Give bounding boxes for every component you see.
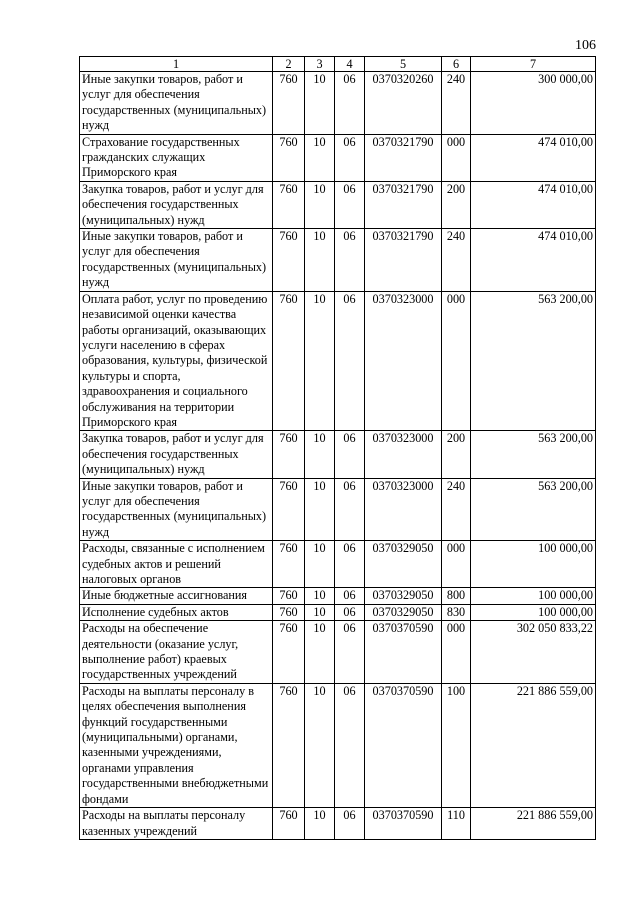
header-cell-4: 4: [335, 57, 365, 72]
expense-name-cell: Расходы на обеспечение деятельности (оказание услуг, выполнение работ) краевых государственных учреждений: [80, 621, 273, 684]
expense-name-cell: Иные закупки товаров, работ и услуг для обеспечения государственных (муниципальных) нужд: [80, 478, 273, 541]
section-code-cell: 10: [305, 588, 335, 604]
amount-cell: 221 886 559,00: [471, 683, 596, 807]
grbs-code-cell: 760: [273, 588, 305, 604]
expense-name-cell: Закупка товаров, работ и услуг для обеспечения государственных (муниципальных) нужд: [80, 431, 273, 478]
target-article-cell: 0370329050: [365, 604, 442, 620]
section-code-cell: 10: [305, 291, 335, 431]
target-article-cell: 0370329050: [365, 588, 442, 604]
amount-cell: 300 000,00: [471, 72, 596, 135]
amount-cell: 100 000,00: [471, 588, 596, 604]
target-article-cell: 0370323000: [365, 431, 442, 478]
subsection-code-cell: 06: [335, 604, 365, 620]
header-cell-6: 6: [442, 57, 471, 72]
expense-name-cell: Расходы, связанные с исполнением судебных актов и решений налоговых органов: [80, 541, 273, 588]
header-cell-1: 1: [80, 57, 273, 72]
grbs-code-cell: 760: [273, 72, 305, 135]
subsection-code-cell: 06: [335, 229, 365, 292]
subsection-code-cell: 06: [335, 621, 365, 684]
amount-cell: 474 010,00: [471, 229, 596, 292]
grbs-code-cell: 760: [273, 431, 305, 478]
subsection-code-cell: 06: [335, 588, 365, 604]
grbs-code-cell: 760: [273, 808, 305, 840]
table-row: [80, 181, 596, 228]
expense-kind-cell: 000: [442, 541, 471, 588]
subsection-code-cell: 06: [335, 181, 365, 228]
expense-name-cell: Закупка товаров, работ и услуг для обеспечения государственных (муниципальных) нужд: [80, 181, 273, 228]
target-article-cell: 0370321790: [365, 229, 442, 292]
target-article-cell: 0370329050: [365, 541, 442, 588]
expense-kind-cell: 100: [442, 683, 471, 807]
table-row: [80, 683, 596, 807]
expense-kind-cell: 000: [442, 621, 471, 684]
table-row: [80, 621, 596, 684]
grbs-code-cell: 760: [273, 229, 305, 292]
subsection-code-cell: 06: [335, 478, 365, 541]
subsection-code-cell: 06: [335, 72, 365, 135]
expense-name-cell: Страхование государственных гражданских служащих Приморского края: [80, 134, 273, 181]
expense-kind-cell: 000: [442, 134, 471, 181]
expense-name-cell: Иные закупки товаров, работ и услуг для обеспечения государственных (муниципальных) нужд: [80, 229, 273, 292]
subsection-code-cell: 06: [335, 291, 365, 431]
header-cell-7: 7: [471, 57, 596, 72]
amount-cell: 563 200,00: [471, 431, 596, 478]
target-article-cell: 0370370590: [365, 621, 442, 684]
grbs-code-cell: 760: [273, 478, 305, 541]
header-cell-5: 5: [365, 57, 442, 72]
grbs-code-cell: 760: [273, 291, 305, 431]
expense-name-cell: Исполнение судебных актов: [80, 604, 273, 620]
table-row: [80, 541, 596, 588]
section-code-cell: 10: [305, 604, 335, 620]
grbs-code-cell: 760: [273, 541, 305, 588]
target-article-cell: 0370320260: [365, 72, 442, 135]
expense-name-cell: Расходы на выплаты персоналу в целях обеспечения выполнения функций государственными (муниципальными) органами, казенными учреждениями, органами управления государственными внебюджетными фондами: [80, 683, 273, 807]
table-row: [80, 604, 596, 620]
target-article-cell: 0370321790: [365, 134, 442, 181]
header-cell-3: 3: [305, 57, 335, 72]
section-code-cell: 10: [305, 134, 335, 181]
table-row: [80, 808, 596, 840]
expense-name-cell: Оплата работ, услуг по проведению независимой оценки качества работы организаций, оказывающих услуги населению в сферах образования, культуры, физической культуры и спорта, здравоохранения и социального обслуживания на территории Приморского края: [80, 291, 273, 431]
expense-kind-cell: 240: [442, 72, 471, 135]
grbs-code-cell: 760: [273, 134, 305, 181]
amount-cell: 302 050 833,22: [471, 621, 596, 684]
table-row: [80, 588, 596, 604]
subsection-code-cell: 06: [335, 683, 365, 807]
table-body: [80, 72, 596, 840]
expense-kind-cell: 200: [442, 181, 471, 228]
target-article-cell: 0370370590: [365, 808, 442, 840]
budget-table: [79, 56, 596, 840]
section-code-cell: 10: [305, 541, 335, 588]
section-code-cell: 10: [305, 478, 335, 541]
subsection-code-cell: 06: [335, 541, 365, 588]
table-row: [80, 431, 596, 478]
amount-cell: 221 886 559,00: [471, 808, 596, 840]
section-code-cell: 10: [305, 683, 335, 807]
subsection-code-cell: 06: [335, 134, 365, 181]
grbs-code-cell: 760: [273, 604, 305, 620]
section-code-cell: 10: [305, 621, 335, 684]
expense-kind-cell: 200: [442, 431, 471, 478]
grbs-code-cell: 760: [273, 621, 305, 684]
expense-kind-cell: 800: [442, 588, 471, 604]
target-article-cell: 0370370590: [365, 683, 442, 807]
target-article-cell: 0370323000: [365, 291, 442, 431]
subsection-code-cell: 06: [335, 808, 365, 840]
table-row: [80, 134, 596, 181]
subsection-code-cell: 06: [335, 431, 365, 478]
section-code-cell: 10: [305, 229, 335, 292]
target-article-cell: 0370321790: [365, 181, 442, 228]
page-number: 106: [575, 38, 596, 53]
table-row: [80, 291, 596, 431]
amount-cell: 563 200,00: [471, 478, 596, 541]
amount-cell: 563 200,00: [471, 291, 596, 431]
expense-kind-cell: 240: [442, 478, 471, 541]
amount-cell: 100 000,00: [471, 604, 596, 620]
expense-name-cell: Расходы на выплаты персоналу казенных учреждений: [80, 808, 273, 840]
expense-kind-cell: 830: [442, 604, 471, 620]
grbs-code-cell: 760: [273, 181, 305, 228]
section-code-cell: 10: [305, 72, 335, 135]
grbs-code-cell: 760: [273, 683, 305, 807]
section-code-cell: 10: [305, 431, 335, 478]
table-row: [80, 72, 596, 135]
expense-kind-cell: 240: [442, 229, 471, 292]
target-article-cell: 0370323000: [365, 478, 442, 541]
amount-cell: 474 010,00: [471, 181, 596, 228]
amount-cell: 100 000,00: [471, 541, 596, 588]
expense-kind-cell: 000: [442, 291, 471, 431]
expense-kind-cell: 110: [442, 808, 471, 840]
section-code-cell: 10: [305, 181, 335, 228]
table-row: [80, 478, 596, 541]
expense-name-cell: Иные закупки товаров, работ и услуг для обеспечения государственных (муниципальных) нужд: [80, 72, 273, 135]
header-cell-2: 2: [273, 57, 305, 72]
section-code-cell: 10: [305, 808, 335, 840]
table-header-row: [80, 57, 596, 72]
table-row: [80, 229, 596, 292]
amount-cell: 474 010,00: [471, 134, 596, 181]
expense-name-cell: Иные бюджетные ассигнования: [80, 588, 273, 604]
